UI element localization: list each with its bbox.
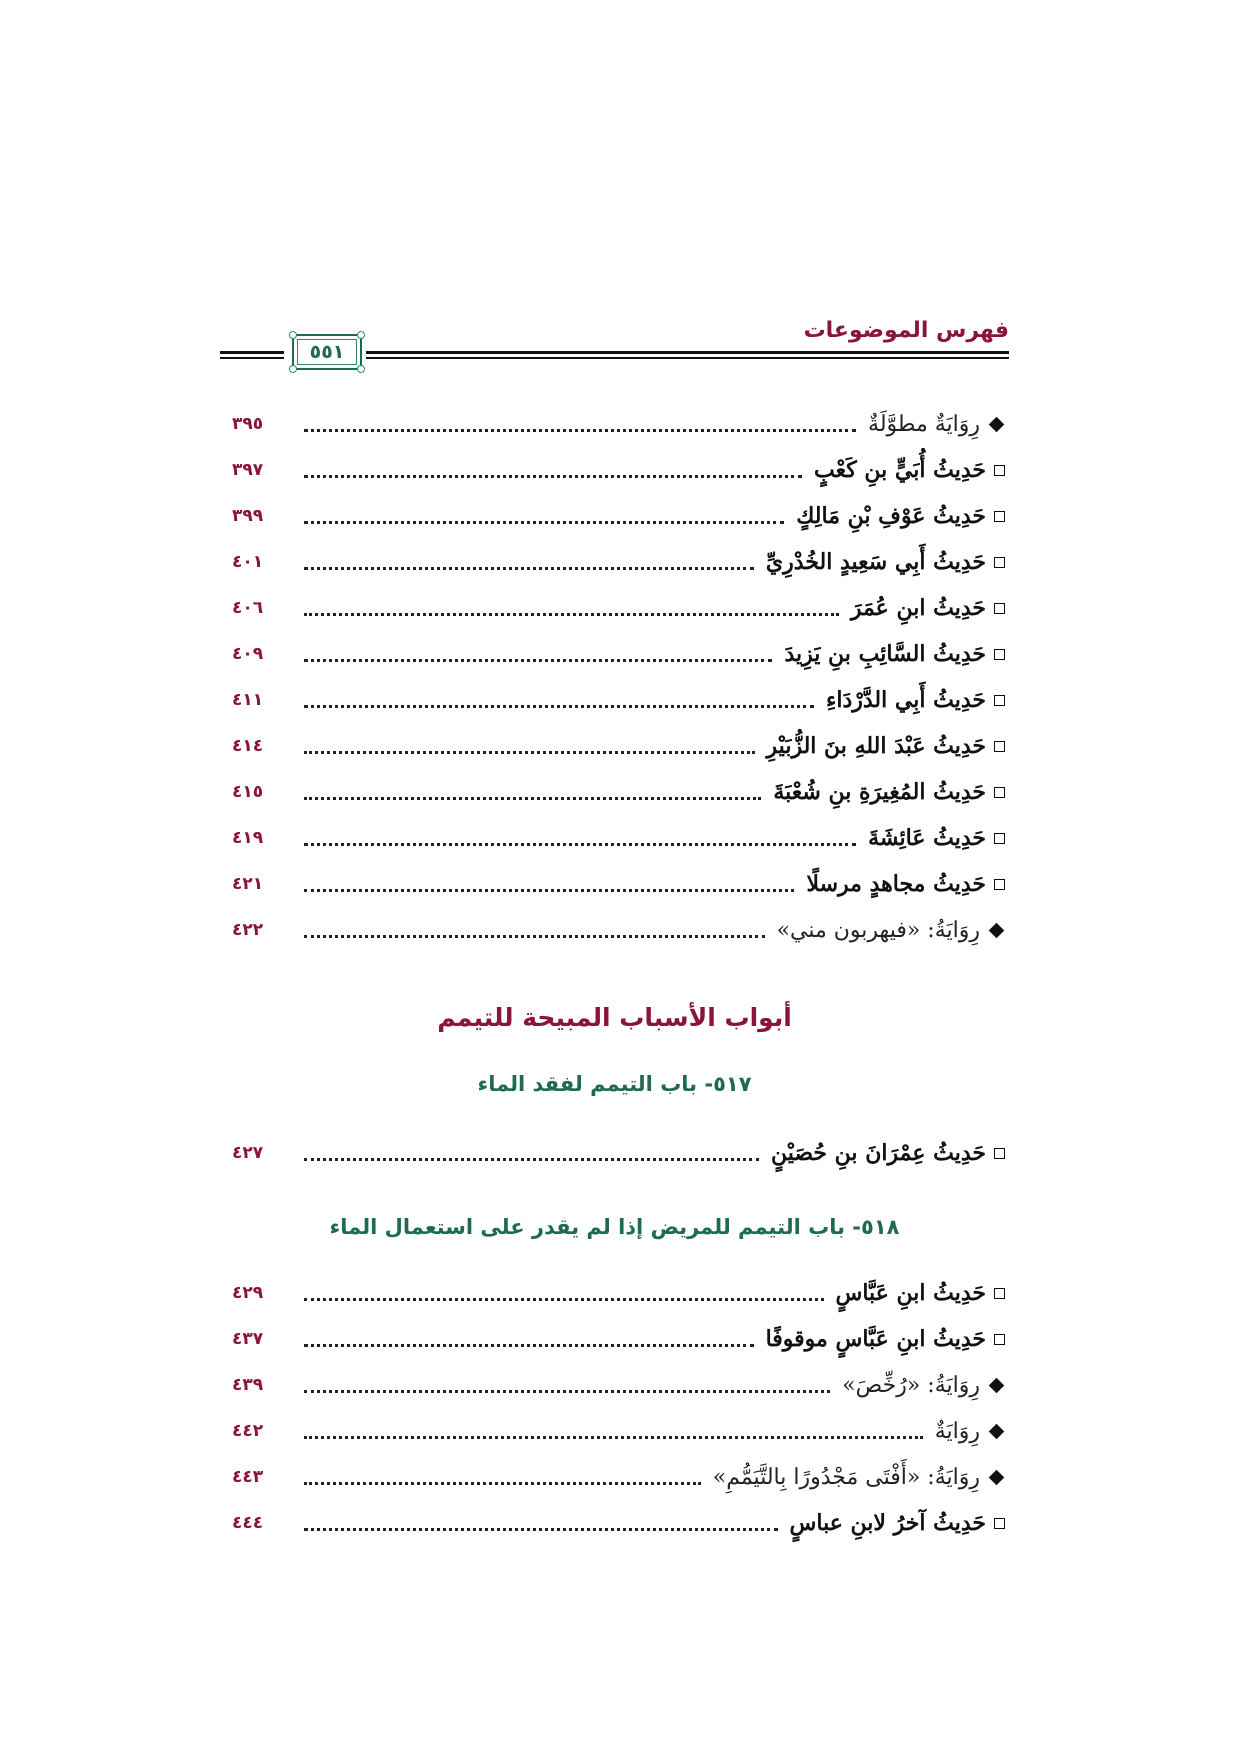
toc-entry[interactable] (232, 631, 1005, 677)
square-box-icon (994, 695, 1005, 706)
toc-entry[interactable] (232, 769, 1005, 815)
toc-entry[interactable] (232, 677, 1005, 723)
leader-dots (304, 521, 784, 524)
entry-title: حَدِيثُ المُغِيرَةِ بنِ شُعْبَةَ (773, 779, 986, 805)
entry-page: ٣٩٧ (232, 460, 264, 480)
header-rule-right-top (366, 351, 1009, 354)
toc-entry[interactable] (232, 1316, 1005, 1362)
square-box-icon (994, 833, 1005, 844)
leader-dots (304, 1344, 754, 1347)
ornament-icon (289, 365, 297, 373)
square-box-icon (994, 557, 1005, 568)
entry-title: حَدِيثُ ابنِ عَبَّاسٍ موقوفًا (765, 1326, 986, 1352)
square-box-icon (994, 1334, 1005, 1345)
square-box-icon (994, 879, 1005, 890)
entry-page: ٤٠٩ (232, 644, 264, 664)
ornament-icon (289, 331, 297, 339)
leader-dots (304, 1528, 778, 1531)
entry-title: رِوَايَةُ: «أَفْتَى مَجْدُورًا بِالتَّيَمُّمِ» (712, 1464, 980, 1490)
toc-entry[interactable] (232, 401, 1005, 447)
leader-dots (304, 1436, 923, 1439)
toc-entry[interactable] (232, 861, 1005, 907)
leader-dots (304, 1298, 824, 1301)
page-number-badge (292, 334, 362, 370)
entry-page: ٤٢٩ (232, 1283, 264, 1303)
entry-title: رِوَايَةٌ (934, 1418, 980, 1444)
square-box-icon (994, 1148, 1005, 1159)
entry-page: ٤٤٢ (232, 1421, 264, 1441)
square-box-icon (994, 511, 1005, 522)
diamond-icon (988, 1380, 1005, 1391)
leader-dots (304, 751, 755, 754)
square-box-icon (994, 741, 1005, 752)
ornament-icon (357, 365, 365, 373)
entry-title: حَدِيثُ عِمْرَانَ بنِ حُصَيْنٍ (770, 1140, 986, 1166)
entry-page: ٣٩٩ (232, 506, 264, 526)
entry-title: حَدِيثُ مجاهدٍ مرسلًا (806, 871, 986, 897)
entry-title: حَدِيثُ ابنِ عُمَرَ (850, 595, 986, 621)
entry-title: حَدِيثُ أُبَيٍّ بنِ كَعْبٍ (814, 457, 986, 483)
toc-entry[interactable] (232, 1408, 1005, 1454)
leader-dots (304, 1158, 759, 1161)
toc-entry[interactable] (232, 1130, 1005, 1176)
page-title: فهرس الموضوعات (803, 318, 1009, 343)
entry-title: حَدِيثُ عَائِشَةَ (868, 825, 986, 851)
entry-page: ٣٩٥ (232, 414, 264, 434)
entry-title: حَدِيثُ عَوْفِ بْنِ مَالِكٍ (796, 503, 986, 529)
entry-title: رِوَايَةُ: «فيهربون مني» (776, 917, 980, 943)
entry-title: رِوَايَةٌ مطوَّلَةٌ (868, 411, 980, 437)
toc-entry[interactable] (232, 907, 1005, 953)
toc-entry[interactable] (232, 585, 1005, 631)
square-box-icon (994, 1288, 1005, 1299)
toc-entry[interactable] (232, 493, 1005, 539)
toc-entry[interactable] (232, 1362, 1005, 1408)
chapter-heading-517: ٥١٧- باب التيمم لفقد الماء (477, 1072, 752, 1096)
entry-title: رِوَايَةُ: «رُخِّصَ» (842, 1372, 980, 1398)
leader-dots (304, 797, 761, 800)
page-header (220, 318, 1009, 378)
entry-title: حَدِيثُ السَّائِبِ بنِ يَزِيدَ (784, 641, 986, 667)
square-box-icon (994, 603, 1005, 614)
header-rule-left-top (220, 351, 284, 354)
section-heading: أبواب الأسباب المبيحة للتيمم (437, 1003, 792, 1032)
diamond-icon (988, 925, 1005, 936)
entry-page: ٤٢٢ (232, 920, 264, 940)
chapter-heading-518: ٥١٨- باب التيمم للمريض إذا لم يقدر على استعمال الماء (329, 1215, 900, 1239)
leader-dots (304, 843, 856, 846)
square-box-icon (994, 787, 1005, 798)
leader-dots (304, 613, 839, 616)
toc-entry[interactable] (232, 1270, 1005, 1316)
square-box-icon (994, 1518, 1005, 1529)
entry-title: حَدِيثُ أَبِي سَعِيدٍ الخُدْرِيِّ (765, 549, 986, 575)
entry-page: ٤١٥ (232, 782, 264, 802)
entry-title: حَدِيثُ ابنِ عَبَّاسٍ (835, 1280, 986, 1306)
toc-entry[interactable] (232, 539, 1005, 585)
entry-page: ٤٤٣ (232, 1467, 264, 1487)
header-rule-left-bottom (220, 357, 284, 359)
entry-page: ٤٣٧ (232, 1329, 264, 1349)
leader-dots (304, 935, 765, 938)
entry-title: حَدِيثُ عَبْدَ اللهِ بنَ الزُّبَيْرِ (766, 733, 986, 759)
entry-title: حَدِيثُ آخرُ لابنِ عباسٍ (789, 1510, 986, 1536)
entry-page: ٤١٩ (232, 828, 264, 848)
toc-entry[interactable] (232, 1500, 1005, 1546)
toc-entry[interactable] (232, 723, 1005, 769)
leader-dots (304, 889, 794, 892)
leader-dots (304, 475, 802, 478)
page-number: ٥٥١ (309, 341, 345, 363)
toc-entry[interactable] (232, 1454, 1005, 1500)
square-box-icon (994, 649, 1005, 660)
entry-page: ٤٤٤ (232, 1513, 264, 1533)
entry-page: ٤٠١ (232, 552, 264, 572)
header-rule-right-bottom (366, 357, 1009, 359)
leader-dots (304, 1390, 830, 1393)
entry-page: ٤٢٧ (232, 1143, 264, 1163)
diamond-icon (988, 1426, 1005, 1437)
toc-entry[interactable] (232, 815, 1005, 861)
entry-page: ٤٠٦ (232, 598, 264, 618)
leader-dots (304, 429, 856, 432)
leader-dots (304, 705, 814, 708)
entry-page: ٤١٤ (232, 736, 264, 756)
entry-page: ٤٢١ (232, 874, 264, 894)
leader-dots (304, 659, 772, 662)
entry-title: حَدِيثُ أَبِي الدَّرْدَاءِ (825, 687, 986, 713)
entry-page: ٤٣٩ (232, 1375, 264, 1395)
diamond-icon (988, 419, 1005, 430)
ornament-icon (357, 331, 365, 339)
toc-entry[interactable] (232, 447, 1005, 493)
square-box-icon (994, 465, 1005, 476)
leader-dots (304, 1482, 701, 1485)
entry-page: ٤١١ (232, 690, 264, 710)
diamond-icon (988, 1472, 1005, 1483)
leader-dots (304, 567, 754, 570)
